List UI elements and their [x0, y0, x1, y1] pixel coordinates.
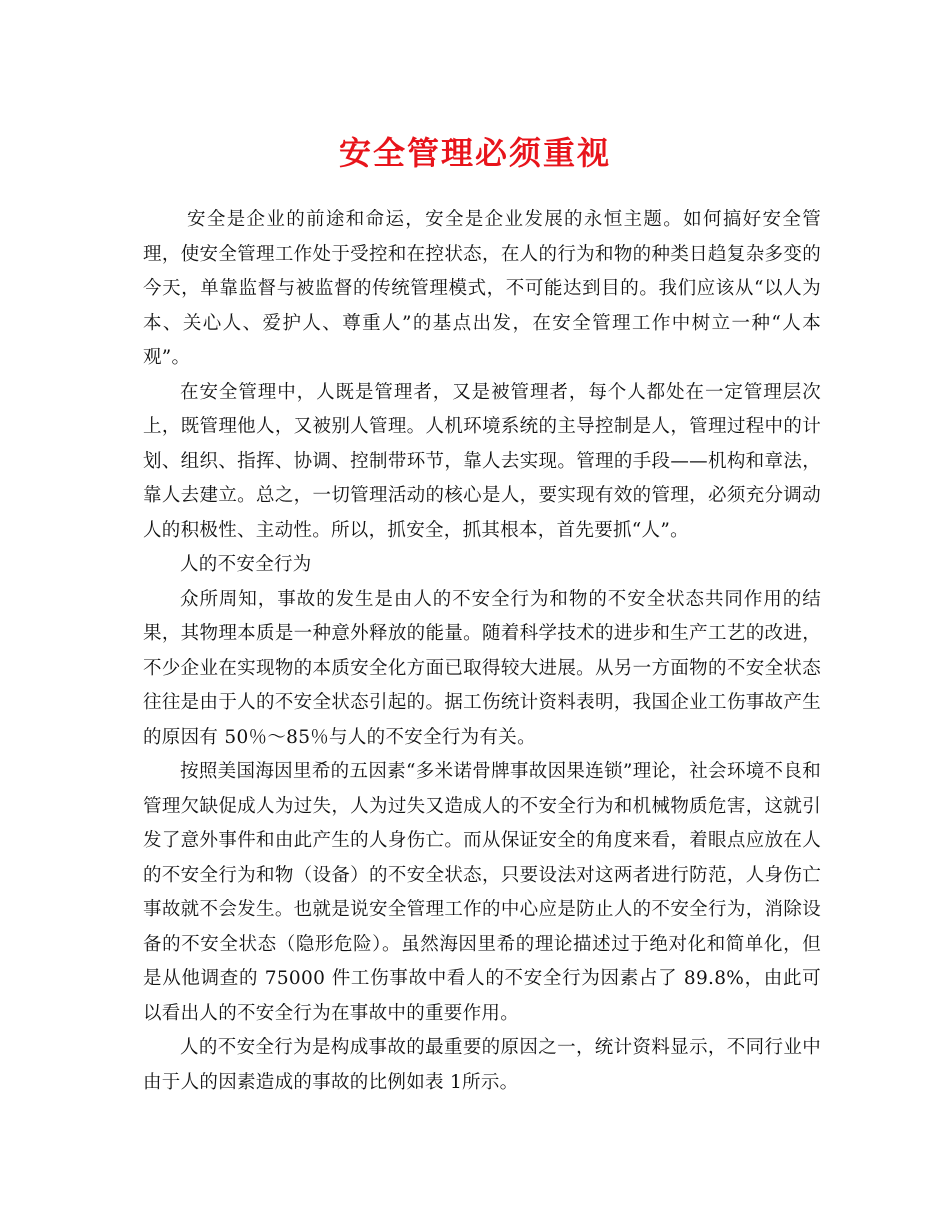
paragraph-accident-causes: 众所周知，事故的发生是由人的不安全行为和物的不安全状态共同作用的结果，其物理本质是一种意外释放的能量。随着科学技术的进步和生产工艺的改进，不少企业在实现物的本质安全化方面已取得较大进展。从另一方面物的不安全状态往往是由于人的不安全状态引起的。据工伤统计资料表明，我国企业工伤事故产生的原因有 50％～85％与人的不安全行为有关。: [143, 588, 821, 748]
paragraph-industry-statistics: 人的不安全行为是构成事故的最重要的原因之一，统计资料显示，不同行业中由于人的因素造成的事故的比例如表 1所示。: [143, 1037, 821, 1093]
paragraph-intro: 安全是企业的前途和命运，安全是企业发展的永恒主题。如何搞好安全管理，使安全管理工作处于受控和在控状态，在人的行为和物的种类日趋复杂多变的今天，单靠监督与被监督的传统管理模式，不可能达到目的。我们应该从“以人为本、关心人、爱护人、尊重人”的基点出发，在安全管理工作中树立一种“人本观”。: [143, 209, 821, 368]
document-title: 安全管理必须重视: [338, 134, 611, 172]
paragraph-heinrich-theory: 按照美国海因里希的五因素“多米诺骨牌事故因果连锁”理论，社会环境不良和管理欠缺促成人为过失，人为过失又造成人的不安全行为和机械物质危害，这就引发了意外事件和由此产生的人身伤亡。而从保证安全的角度来看，着眼点应放在人的不安全行为和物（设备）的不安全状态，只要设法对这两者进行防范，人身伤亡事故就不会发生。也就是说安全管理工作的中心应是防止人的不安全行为，消除设备的不安全状态（隐形危险）。虽然海因里希的理论描述过于绝对化和简单化，但是从他调查的 75000 件工伤事故中看人的不安全行为因素占了 89.8%，由此可以看出人的不安全行为在事故中的重要作用。: [143, 761, 821, 1024]
paragraph-management-role: 在安全管理中，人既是管理者，又是被管理者，每个人都处在一定管理层次上，既管理他人，又被别人管理。人机环境系统的主导控制是人，管理过程中的计划、组织、指挥、协调、控制带环节，靠人去实现。管理的手段——机构和章法，靠人去建立。总之，一切管理活动的核心是人，要实现有效的管理，必须充分调动人的积极性、主动性。所以，抓安全，抓其根本，首先要抓“人”。: [143, 381, 821, 541]
document-body: [143, 203, 821, 1100]
section-heading-unsafe-behavior: 人的不安全行为: [180, 554, 312, 575]
